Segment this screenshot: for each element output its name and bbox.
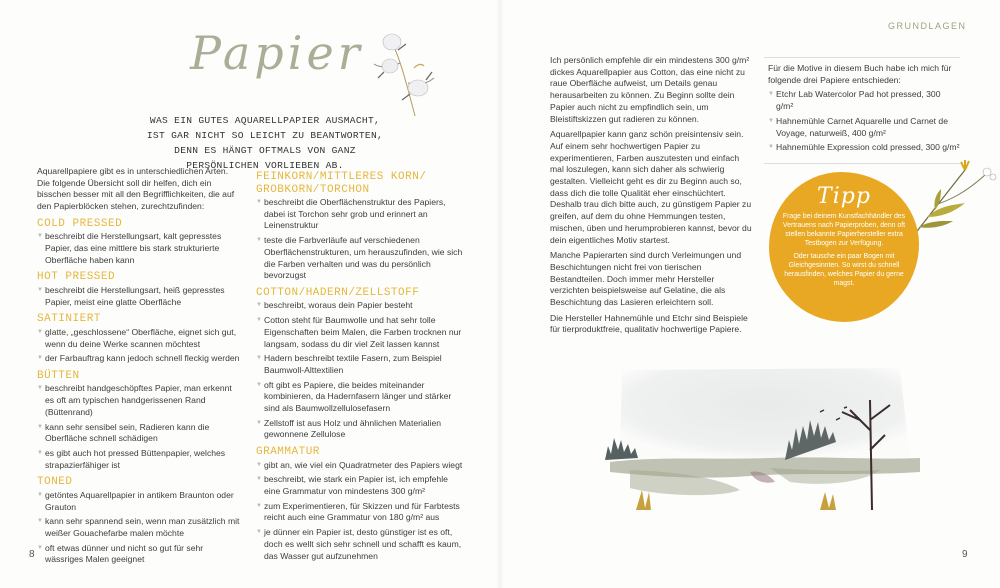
list-item-text: beschreibt die Herstellungsart, heiß gepresstes Papier, meist eine glatte Oberfläche <box>45 284 225 307</box>
box-item-text: Etchr Lab Watercolor Pad hot pressed, 300 g/m² <box>776 89 941 112</box>
list-item-text: getöntes Aquarellpapier in antikem Braunton oder Grauton <box>45 489 234 512</box>
paragraph: Die Hersteller Hahnemühle und Etchr sind Beispiele für tierproduktfreie, qualitativ hochwertige Papiere. <box>550 312 748 335</box>
triangle-down-icon: ▼ <box>37 518 43 525</box>
column-middle <box>256 166 466 565</box>
list-item <box>256 380 466 415</box>
box-list-item <box>768 116 960 139</box>
section-heading: FEINKORN/MITTLERES KORN/ GROBKORN/TORCHON <box>256 171 427 196</box>
box-item-text: Hahnemühle Expression cold pressed, 300 g/m² <box>776 142 960 153</box>
list-item-text: Hadern beschreibt textile Fasern, zum Beispiel Baumwoll-Alttextilien <box>264 353 442 375</box>
triangle-down-icon: ▼ <box>37 491 43 498</box>
list-item <box>37 490 242 513</box>
triangle-down-icon: ▼ <box>37 355 43 362</box>
box-intro: Für die Motive in diesem Buch habe ich mich für folgende drei Papiere entschieden: <box>768 63 952 85</box>
page-number-right: 9 <box>962 549 968 560</box>
list-item-text: es gibt auch hot pressed Büttenpapier, welches strapazierfähiger ist <box>45 447 226 470</box>
list-item-text: Cotton steht für Baumwolle und hat sehr tolle Eigenschaften beim Malen, die Farben trocknen nur langsam, sodass du dir viel Zeit lassen kannst <box>264 315 462 349</box>
section-heading: COTTON/HADERN/ZELLSTOFF <box>256 286 420 299</box>
list-item <box>256 197 466 232</box>
list-item-text: beschreibt handgeschöpftes Papier, man erkennt es oft am typischen handgerissenen Rand (Büttenrand) <box>45 383 232 417</box>
paper-recommendation-box <box>764 57 960 164</box>
triangle-down-icon: ▼ <box>256 237 262 244</box>
list-item-text: kann sehr sensibel sein, Radieren kann die Oberfläche schnell schädigen <box>45 421 210 444</box>
triangle-down-icon: ▼ <box>768 117 774 124</box>
triangle-down-icon: ▼ <box>37 286 43 293</box>
triangle-down-icon: ▼ <box>256 419 262 426</box>
triangle-down-icon: ▼ <box>37 423 43 430</box>
bullet-list <box>37 231 242 266</box>
triangle-down-icon: ▼ <box>768 91 774 98</box>
triangle-down-icon: ▼ <box>256 317 262 324</box>
triangle-down-icon: ▼ <box>256 302 262 309</box>
wildflower-illustration <box>905 155 1000 245</box>
bullet-list <box>256 197 466 282</box>
tip-title: Tipp <box>817 184 871 209</box>
list-item <box>37 231 242 266</box>
triangle-down-icon: ▼ <box>37 544 43 551</box>
list-item-text: beschreibt, woraus dein Papier besteht <box>264 300 413 311</box>
tip-paragraph: Frage bei deinem Kunstfachhändler des Vertrauens nach Papierproben, denn oft stellen bekannte Papierhersteller extra Testbogen zur Verfügung. <box>782 213 906 247</box>
bullet-list <box>37 383 242 471</box>
tip-bubble <box>769 172 919 322</box>
section-label: GRUNDLAGEN <box>888 21 967 31</box>
triangle-down-icon: ▼ <box>768 144 774 151</box>
section-heading: HOT PRESSED <box>37 271 116 284</box>
triangle-down-icon: ▼ <box>37 328 43 335</box>
bullet-list <box>256 460 466 563</box>
list-item <box>256 460 466 472</box>
list-item <box>37 383 242 418</box>
paragraph: Aquarellpapier kann ganz schön preisintensiv sein. Auf einem sehr hochwertigen Papier zu experimentieren, Farben auszutesten und einfach mal loszulegen, kann sich daher als schwierig gestalten. Vielleicht geht es dir zu Beginn auch so, dass dich die tolle Qualität eher einschüchtert. Deshalb trau dich bitte auch, zu günstigem Papier zu greifen, auf dem du ohne Hemmungen testen, mischen, üben und herumprobieren kannst, bevor du dein eigentliches Motiv startest. <box>550 129 752 245</box>
bullet-list <box>256 300 466 441</box>
list-item-text: beschreibt, wie stark ein Papier ist, ich empfehle eine Grammatur von mindestens 300 g/m² <box>264 474 448 497</box>
watercolor-landscape-illustration <box>600 360 930 530</box>
triangle-down-icon: ▼ <box>256 502 262 509</box>
list-item-text: je dünner ein Papier ist, desto günstiger ist es oft, doch es wellt sich sehr schnell und schafft es kaum, das Wasser gut aufzunehmen <box>264 527 462 561</box>
triangle-down-icon: ▼ <box>37 233 43 240</box>
page-title: Papier <box>190 26 364 80</box>
column-right-text <box>550 55 755 340</box>
triangle-down-icon: ▼ <box>256 199 262 205</box>
column-left <box>37 166 242 569</box>
list-item <box>256 315 466 350</box>
section-heading: BÜTTEN <box>37 369 80 382</box>
list-item <box>256 418 466 441</box>
list-item-text: beschreibt die Herstellungsart, kalt gepresstes Papier, das eine mittlere bis stark strukturierte Oberfläche haben kann <box>45 231 222 265</box>
list-item <box>256 474 466 497</box>
list-item <box>256 501 466 524</box>
paragraph: Manche Papierarten sind durch Verleimungen und Beschichtungen nicht frei von tierischen Bestandteilen. Doch immer mehr Hersteller verzichten beispielsweise auf Gelatine, die als Beschichtung das Lasieren erleichtern soll. <box>550 250 742 308</box>
triangle-down-icon: ▼ <box>256 476 262 483</box>
triangle-down-icon: ▼ <box>256 355 262 362</box>
bullet-list <box>37 285 242 308</box>
list-item <box>37 422 242 445</box>
list-item <box>37 353 242 365</box>
list-item <box>256 235 466 282</box>
list-item-text: teste die Farbverläufe auf verschiedenen Oberflächenstrukturen, um herauszufinden, wie sich die Farben verhalten und was du persönlich bevorzugst <box>264 235 463 281</box>
list-item <box>37 327 242 350</box>
list-item <box>256 527 466 562</box>
list-item-text: gibt an, wie viel ein Quadratmeter des Papiers wiegt <box>264 459 463 470</box>
list-item-text: glatte, „geschlossene“ Oberfläche, eignet sich gut, wenn du deine Werke scannen möchtest <box>45 326 237 349</box>
column-intro: Aquarellpapiere gibt es in unterschiedlichen Arten. Die folgende Übersicht soll dir helfen, dich ein bisschen besser mit all den Begrifflichkeiten, die auf den Papierblöcken stehen, zurechtzufinden: <box>37 166 235 212</box>
bullet-list <box>37 327 242 365</box>
list-item-text: oft gibt es Papiere, die beides miteinander kombinieren, da Hadernfasern länger und stärker sind als Baumwollzellulosefasern <box>264 379 452 414</box>
section-heading: TONED <box>37 476 73 489</box>
triangle-down-icon: ▼ <box>256 529 262 536</box>
list-item-text: kann sehr spannend sein, wenn man zusätzlich mit weißer Gouachefarbe malen möchte <box>45 516 240 538</box>
triangle-down-icon: ▼ <box>37 385 43 392</box>
paragraph: Ich persönlich empfehle dir ein mindestens 300 g/m² dickes Aquarellpapier aus Cotton, das eine nicht zu raue Oberfläche aufweist, um Details genau herausarbeiten zu können. Zu Beginn sollte dein Papier auch nicht zu empfindlich sein, um Bleistiftskizzen gut radieren zu können. <box>550 55 750 124</box>
box-list <box>768 89 960 154</box>
list-item <box>37 543 242 566</box>
tip-paragraph: Oder tausche ein paar Bogen mit Gleichgesinnten. So wirst du schnell herausfinden, welches Papier du gerne magst. <box>784 253 904 287</box>
page-number-left: 8 <box>29 549 35 560</box>
list-item-text: zum Experimentieren, für Skizzen und für Farbtests reicht auch eine Grammatur von 180 g/m² aus <box>264 500 460 523</box>
list-item <box>256 353 466 376</box>
triangle-down-icon: ▼ <box>37 449 43 456</box>
bullet-list <box>37 490 242 566</box>
triangle-down-icon: ▼ <box>256 461 262 468</box>
box-list-item <box>768 142 960 154</box>
book-gutter <box>496 0 504 588</box>
section-heading: COLD PRESSED <box>37 217 123 230</box>
list-item-text: beschreibt die Oberflächenstruktur des Papiers, dabei ist Torchon sehr grob und erinnert an Leinenstruktur <box>264 197 446 231</box>
cotton-flower-illustration <box>370 28 440 120</box>
list-item-text: Zellstoff ist aus Holz und ähnlichen Materialien gewonnene Zellulose <box>264 417 442 440</box>
box-item-text: Hahnemühle Carnet Aquarelle und Carnet de Voyage, naturweiß, 400 g/m² <box>776 115 948 138</box>
intro-text: WAS EIN GUTES AQUARELLPAPIER AUSMACHT, IST GAR NICHT SO LEICHT ZU BEANTWORTEN, DENN ES HÄNGT OFTMALS VON GANZ PERSÖNLICHEN VORLIEBEN AB. <box>146 115 384 171</box>
list-item <box>37 516 242 539</box>
list-item <box>37 448 242 471</box>
list-item <box>37 285 242 308</box>
section-heading: GRAMMATUR <box>256 446 320 459</box>
box-list-item <box>768 89 960 112</box>
list-item-text: der Farbauftrag kann jedoch schnell fleckig werden <box>45 353 240 364</box>
triangle-down-icon: ▼ <box>256 381 262 388</box>
section-heading: SATINIERT <box>37 313 101 326</box>
list-item-text: oft etwas dünner und nicht so gut für sehr wässriges Malen geeignet <box>45 542 204 565</box>
list-item <box>256 300 466 312</box>
